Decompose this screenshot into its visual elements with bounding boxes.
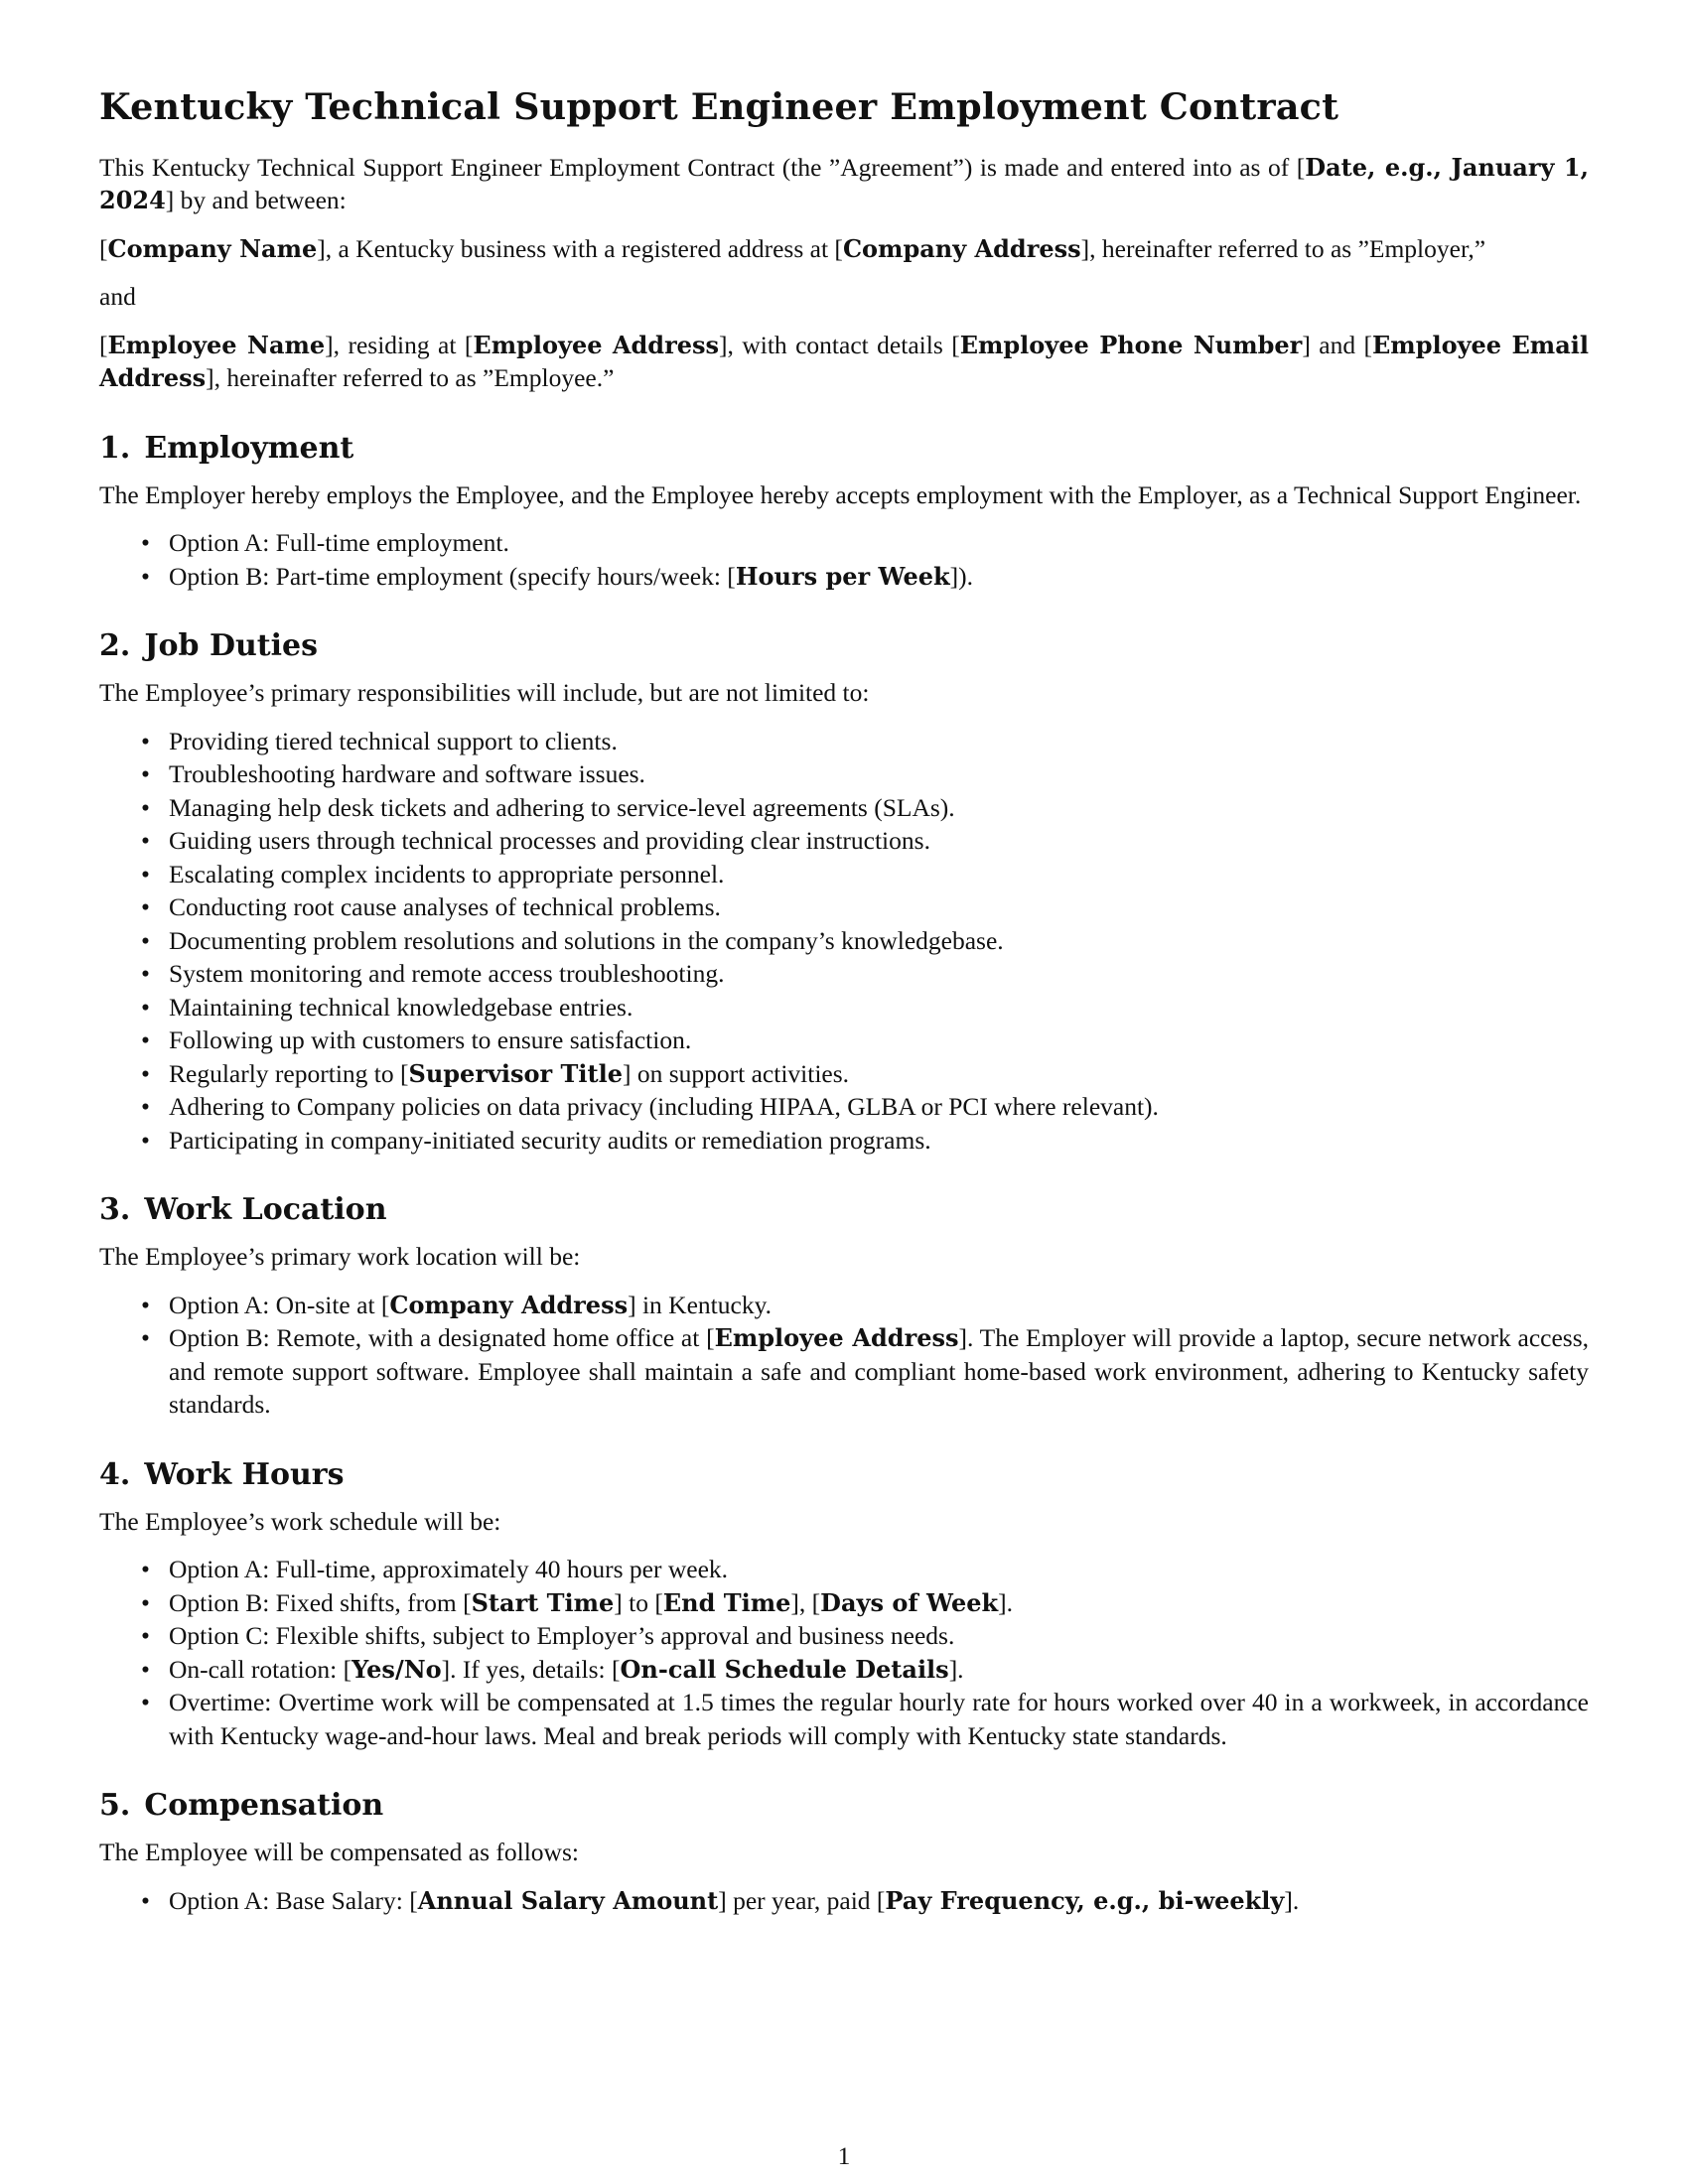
placeholder-on-call-schedule-details: On-call Schedule Details — [620, 1654, 949, 1684]
employer-party-paragraph: [Company Name], a Kentucky business with a registered address at [Company Address], hereinafter referred to as ”Employer,” — [99, 233, 1486, 263]
list-item: • Regularly reporting to [Supervisor Title] on support activities. — [169, 1057, 1589, 1091]
placeholder-employee-name: Employee Name — [107, 330, 326, 359]
list-item: • Troubleshooting hardware and software issues. — [169, 757, 1589, 791]
page-number: 1 — [837, 2141, 851, 2170]
placeholder-supervisor-title: Supervisor Title — [408, 1058, 623, 1088]
placeholder-company-name: Company Name — [107, 233, 318, 263]
list-item: • Option A: On-site at [Company Address] in Kentucky. — [169, 1289, 1589, 1322]
section-body-employment: The Employer hereby employs the Employee, and the Employee hereby accepts employment with the Employer, as a Technical Support Engineer. — [99, 479, 1582, 509]
section-body-job-duties: The Employee’s primary responsibilities will include, but are not limited to: — [99, 678, 870, 708]
placeholder-company-address: Company Address — [842, 233, 1081, 263]
list-item: • On-call rotation: [Yes/No]. If yes, details: [On-call Schedule Details]. — [169, 1653, 1589, 1687]
list-item: • Option B: Remote, with a designated home office at [Employee Address]. The Employer will provide a laptop, secure network access, and remote support software. Employee shall maintain a safe and compliant home-based work environment, adhering to Kentucky safety standards. — [169, 1321, 1589, 1422]
and-separator: and — [99, 282, 136, 312]
placeholder-days-of-week: Days of Week — [820, 1587, 999, 1617]
list-item: • Option A: Full-time, approximately 40 hours per week. — [169, 1553, 1589, 1586]
section-heading-work-location: 3. Work Location — [99, 1192, 387, 1228]
job-duties-list — [99, 725, 1589, 1158]
placeholder-employee-address: Employee Address — [473, 330, 720, 359]
placeholder-yes-no: Yes/No — [352, 1654, 442, 1684]
list-item: • Option A: Full-time employment. — [169, 526, 1589, 560]
section-body-work-location: The Employee’s primary work location will be: — [99, 1242, 581, 1272]
list-item: • Option A: Base Salary: [Annual Salary Amount] per year, paid [Pay Frequency, e.g., bi-weekly]. — [169, 1884, 1589, 1918]
list-item: • Maintaining technical knowledgebase entries. — [169, 991, 1589, 1024]
placeholder-employee-address: Employee Address — [714, 1323, 959, 1353]
list-item: • Participating in company-initiated security audits or remediation programs. — [169, 1124, 1589, 1158]
placeholder-employee-email: Employee Email Address — [99, 330, 1589, 393]
section-body-work-hours: The Employee’s work schedule will be: — [99, 1506, 501, 1536]
work-location-options-list — [99, 1289, 1589, 1422]
placeholder-company-address: Company Address — [389, 1290, 629, 1319]
placeholder-employee-phone: Employee Phone Number — [959, 330, 1303, 359]
list-item: • Adhering to Company policies on data privacy (including HIPAA, GLBA or PCI where relevant). — [169, 1090, 1589, 1124]
placeholder-start-time: Start Time — [471, 1587, 615, 1617]
intro-paragraph: This Kentucky Technical Support Engineer Employment Contract (the ”Agreement”) is made and entered into as of [Date, e.g., January 1, 2024] by and between: — [99, 152, 1589, 215]
list-item: • Option B: Part-time employment (specify hours/week: [Hours per Week]). — [169, 560, 1589, 594]
employee-party-paragraph: [Employee Name], residing at [Employee Address], with contact details [Employee Phone Number] and [Employee Email Address], hereinafter referred to as ”Employee.” — [99, 330, 1589, 393]
list-item: • Providing tiered technical support to clients. — [169, 725, 1589, 758]
section-heading-compensation: 5. Compensation — [99, 1788, 384, 1824]
placeholder-hours-per-week: Hours per Week — [735, 561, 950, 591]
list-item: • Conducting root cause analyses of technical problems. — [169, 890, 1589, 924]
section-heading-employment: 1. Employment — [99, 430, 354, 466]
list-item: • Escalating complex incidents to appropriate personnel. — [169, 858, 1589, 891]
section-heading-job-duties: 2. Job Duties — [99, 628, 319, 664]
placeholder-pay-frequency: Pay Frequency, e.g., bi-weekly — [885, 1885, 1285, 1915]
placeholder-annual-salary: Annual Salary Amount — [417, 1885, 719, 1915]
list-item: • Option B: Fixed shifts, from [Start Time] to [End Time], [Days of Week]. — [169, 1586, 1589, 1620]
section-heading-work-hours: 4. Work Hours — [99, 1456, 345, 1492]
placeholder-end-time: End Time — [662, 1587, 791, 1617]
work-hours-options-list — [99, 1553, 1589, 1752]
list-item: • Overtime: Overtime work will be compensated at 1.5 times the regular hourly rate for hours worked over 40 in a workweek, in accordance with Kentucky wage-and-hour laws. Meal and break periods will comply with Kentucky state standards. — [169, 1686, 1589, 1752]
employment-options-list — [99, 526, 1589, 593]
compensation-options-list — [99, 1884, 1589, 1918]
document-title: Kentucky Technical Support Engineer Employment Contract — [99, 85, 1339, 128]
placeholder-date: Date, e.g., January 1, 2024 — [99, 152, 1589, 215]
list-item: • Documenting problem resolutions and solutions in the company’s knowledgebase. — [169, 924, 1589, 958]
list-item: • Managing help desk tickets and adhering to service-level agreements (SLAs). — [169, 791, 1589, 825]
list-item: • Option C: Flexible shifts, subject to Employer’s approval and business needs. — [169, 1619, 1589, 1653]
list-item: • Guiding users through technical processes and providing clear instructions. — [169, 824, 1589, 858]
section-body-compensation: The Employee will be compensated as follows: — [99, 1838, 579, 1867]
contract-page — [99, 85, 1589, 1917]
list-item: • System monitoring and remote access troubleshooting. — [169, 957, 1589, 991]
list-item: • Following up with customers to ensure satisfaction. — [169, 1024, 1589, 1057]
